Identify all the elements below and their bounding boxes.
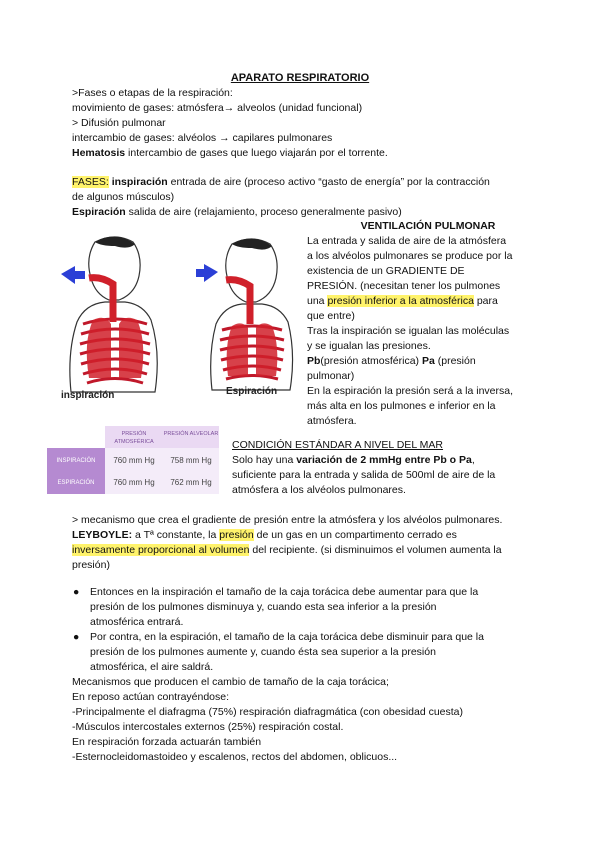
intro-line-1: >Fases o etapas de la respiración:	[72, 87, 233, 99]
intro-line-5: Hematosis intercambio de gases que luego viajarán por el torrente.	[72, 147, 388, 159]
inspiration-illustration	[55, 232, 175, 404]
ventilacion-line-13: atmósfera.	[307, 415, 357, 427]
fases-line-2: de algunos músculos)	[72, 191, 175, 203]
expiration-illustration	[196, 232, 306, 404]
table-header-alv: PRESIÓN ALVEOLAR	[163, 431, 219, 437]
ventilacion-line-2: a los alvéolos pulmonares se produce por la	[307, 250, 513, 262]
table-cell: 760 mm Hg	[113, 456, 155, 465]
expiration-caption: Espiración	[226, 386, 278, 397]
condicion-title: CONDICIÓN ESTÁNDAR A NIVEL DEL MAR	[232, 439, 444, 451]
table-cell: 758 mm Hg	[170, 456, 212, 465]
intro-line-3: > Difusión pulmonar	[72, 117, 166, 129]
pressure-table	[47, 426, 219, 494]
inspiration-caption: inspiración	[61, 390, 115, 401]
ventilacion-line-12: más alta en los pulmones e inferior en la	[307, 400, 496, 412]
table-header-atm: PRESIÓN ATMOSFÉRICA	[114, 431, 154, 445]
ventilacion-line-4: PRESIÓN. (necesitan tener los pulmones	[307, 280, 501, 292]
table-cell: 760 mm Hg	[113, 478, 155, 487]
mecanismo-line-1: > mecanismo que crea el gradiente de presión entre la atmósfera y los alvéolos pulmonares.	[72, 514, 503, 526]
bottom-line-3: -Principalmente el diafragma (75%) respiración diafragmática (con obesidad cuesta)	[72, 706, 464, 718]
mecanismo-line-2: LEYBOYLE: a Tª constante, la presión de un gas en un compartimento cerrado es	[72, 529, 457, 541]
ventilacion-line-9: Pb(presión atmosférica) Pa (presión	[307, 355, 476, 367]
bottom-line-4: -Músculos intercostales externos (25%) respiración costal.	[72, 721, 344, 733]
intro-line-2: movimiento de gases: atmósfera→ alveolos (unidad funcional)	[72, 102, 363, 114]
ventilacion-line-5: una presión inferior a la atmosférica para	[307, 295, 498, 307]
ventilacion-line-6: que entre)	[307, 310, 355, 322]
ventilacion-line-7: Tras la inspiración se igualan las moléculas	[307, 325, 510, 337]
bottom-line-2: En reposo actúan contrayéndose:	[72, 691, 230, 703]
mecanismo-line-4: presión)	[72, 559, 110, 571]
page-title: APARATO RESPIRATORIO	[230, 72, 370, 84]
intro-line-4: intercambio de gases: alvéolos → capilares pulmonares	[72, 132, 333, 144]
mecanismo-line-3: inversamente proporcional al volumen del recipiente. (si disminuimos el volumen aumenta la	[72, 544, 502, 556]
ventilacion-line-3: existencia de un GRADIENTE DE	[307, 265, 465, 277]
ventilacion-line-1: La entrada y salida de aire de la atmósfera	[307, 235, 507, 247]
fases-line-3: Espiración salida de aire (relajamiento, proceso generalmente pasivo)	[72, 206, 402, 218]
table-cell: 762 mm Hg	[170, 478, 212, 487]
table-row-label: ESPIRACIÓN	[57, 480, 95, 486]
bottom-line-5: En respiración forzada actuarán también	[72, 736, 262, 748]
ventilacion-line-8: y se igualan las presiones.	[307, 340, 431, 352]
condicion-line-3: atmósfera a los alvéolos pulmonares.	[232, 484, 406, 496]
condicion-line-1: Solo hay una variación de 2 mmHg entre Pb o Pa,	[232, 454, 475, 466]
fases-line-1: FASES: inspiración entrada de aire (proceso activo “gasto de energía” por la contracción	[72, 176, 490, 188]
ventilacion-line-10: pulmonar)	[307, 370, 355, 382]
bottom-line-6: -Esternocleidomastoideo y escalenos, rectos del abdomen, oblicuos...	[72, 751, 398, 763]
ventilacion-title: VENTILACIÓN PULMONAR	[360, 220, 496, 232]
condicion-line-2: suficiente para la entrada y salida de 500ml de aire de la	[232, 469, 496, 481]
bullet-dot-icon: ●	[73, 631, 80, 643]
bullet-item: ● Entonces en la inspiración el tamaño de la caja torácica debe aumentar para que la presión de los pulmones disminuya y, cuando esta sea inferior a la presión atmosférica entrará.	[73, 586, 479, 628]
bullet-item: ● Por contra, en la espiración, el tamaño de la caja torácica debe disminuir para que la presión de los pulmones aumente y, cuando ésta sea superior a la presión atmosférica, el aire saldrá.	[73, 631, 484, 673]
ventilacion-line-11: En la espiración la presión será a la inversa,	[307, 385, 514, 397]
table-row-label: INSPIRACIÓN	[56, 458, 96, 464]
bottom-line-1: Mecanismos que producen el cambio de tamaño de la caja torácica;	[72, 676, 389, 688]
bullet-dot-icon: ●	[73, 586, 80, 598]
